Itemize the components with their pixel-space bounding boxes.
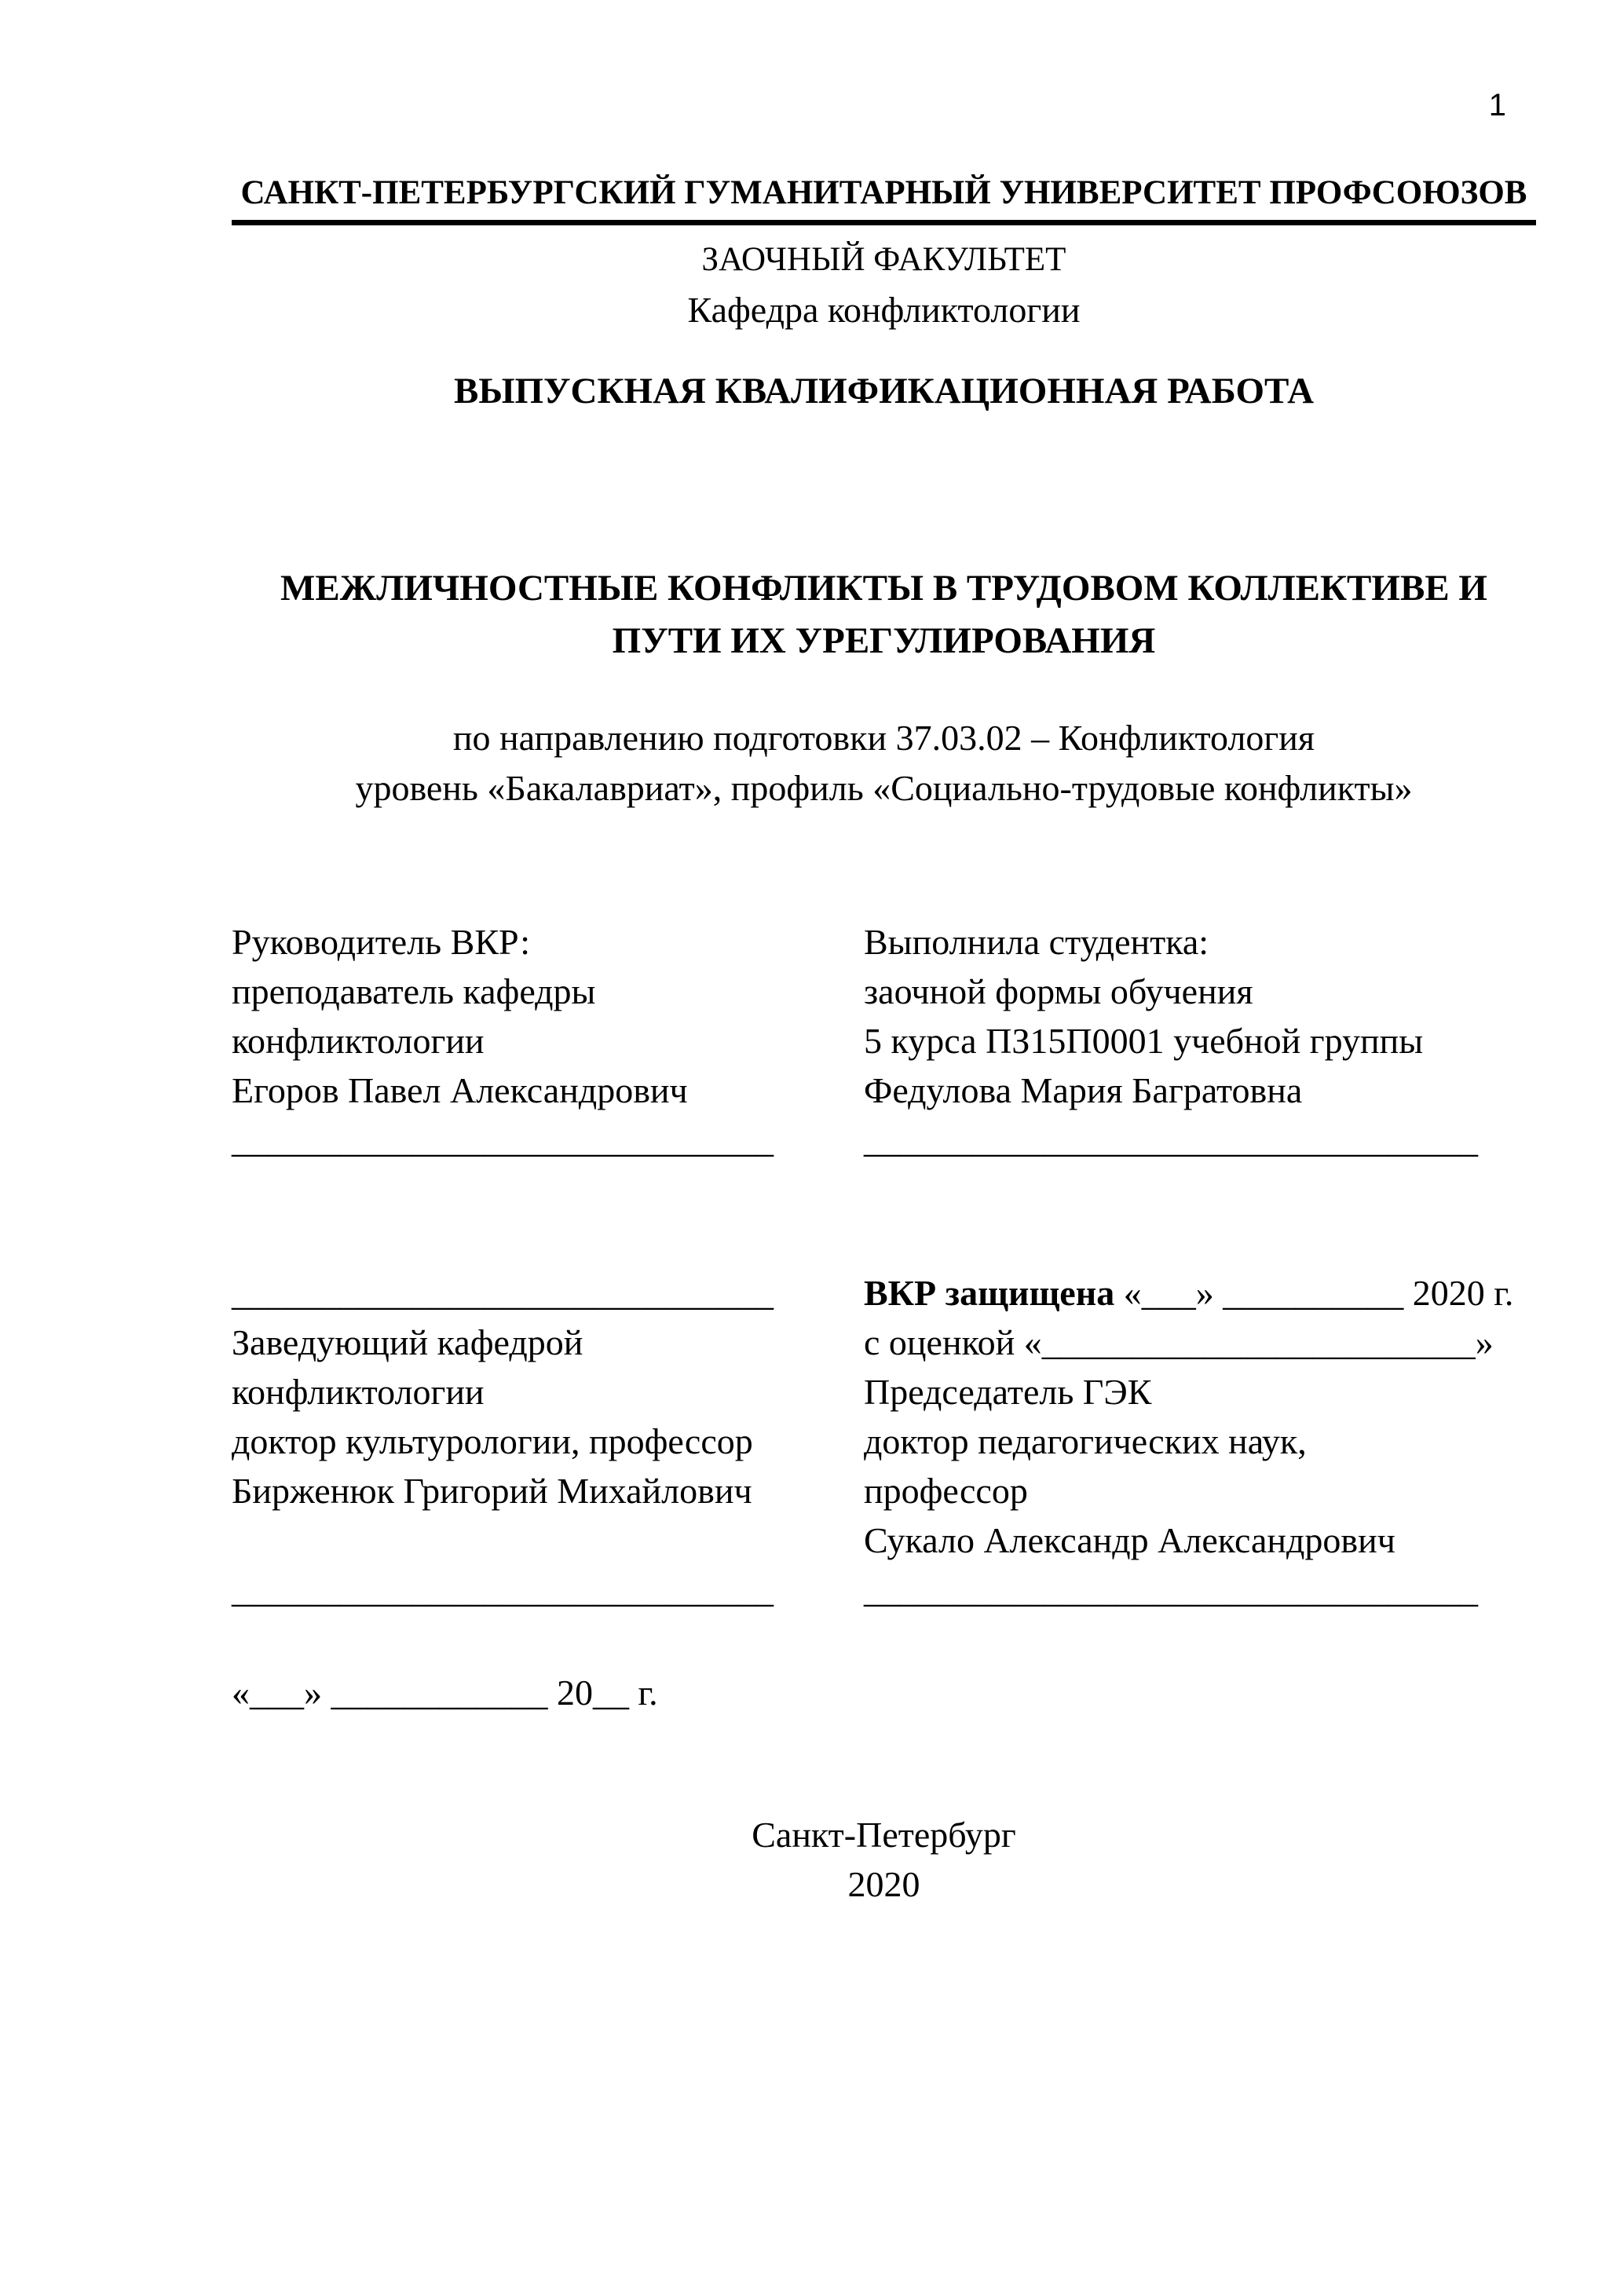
- program-block: [232, 713, 1536, 813]
- gek-chair-rank: профессор: [864, 1471, 1028, 1511]
- defense-label-bold: ВКР защищена: [864, 1273, 1115, 1313]
- gek-chair-label: Председатель ГЭК: [864, 1372, 1152, 1412]
- faculty-name: ЗАОЧНЫЙ ФАКУЛЬТЕТ: [701, 241, 1066, 278]
- approval-defense-block: [232, 1268, 1536, 1614]
- thesis-title-line-2: ПУТИ ИХ УРЕГУЛИРОВАНИЯ: [612, 620, 1156, 661]
- footer-year: 2020: [847, 1864, 920, 1904]
- department-head-spacer-row: [232, 1515, 864, 1565]
- department-head-title-line-1: Заведующий кафедрой: [232, 1322, 583, 1362]
- student-signature-line: __________________________________: [864, 1120, 1478, 1160]
- header-rule: [232, 220, 1536, 225]
- gek-chair-signature-line: __________________________________: [864, 1570, 1478, 1610]
- department-head-degree: доктор культурологии, профессор: [232, 1421, 753, 1461]
- supervisor-position-line-1: преподаватель кафедры: [232, 971, 596, 1011]
- level-profile-line: уровень «Бакалавриат», профиль «Социально-трудовые конфликты»: [355, 768, 1413, 808]
- department-head-name: Бирженюк Григорий Михайлович: [232, 1471, 752, 1511]
- work-type-heading: ВЫПУСКНАЯ КВАЛИФИКАЦИОННАЯ РАБОТА: [453, 371, 1315, 411]
- department-head-title-line-2: конфликтологии: [232, 1372, 485, 1412]
- department-head-signature-line-top: ______________________________: [232, 1273, 774, 1313]
- supervisor-signature-line: ______________________________: [232, 1120, 774, 1160]
- document-header: [232, 173, 1536, 331]
- defense-date-blanks: «___» __________ 2020 г.: [1114, 1273, 1514, 1313]
- footer-city: Санкт-Петербург: [752, 1815, 1016, 1855]
- supervisor-position-line-2: конфликтологии: [232, 1021, 485, 1061]
- footer-block: [232, 1810, 1536, 1909]
- program-line: по направлению подготовки 37.03.02 – Конфликтология: [452, 718, 1315, 758]
- thesis-title-line-1: МЕЖЛИЧНОСТНЫЕ КОНФЛИКТЫ В ТРУДОВОМ КОЛЛЕКТИВЕ И: [280, 568, 1487, 609]
- approval-date-line: «___» ____________ 20__ г.: [232, 1673, 658, 1713]
- student-name: Федулова Мария Багратовна: [864, 1070, 1303, 1110]
- university-name: САНКТ-ПЕТЕРБУРГСКИЙ ГУМАНИТАРНЫЙ УНИВЕРСИТЕТ ПРОФСОЮЗОВ: [240, 174, 1527, 211]
- supervisor-label: Руководитель ВКР:: [232, 922, 531, 962]
- department-head-signature-line-bottom: ______________________________: [232, 1570, 774, 1610]
- student-label: Выполнила студентка:: [864, 922, 1209, 962]
- defense-grade-line: с оценкой «________________________»: [864, 1322, 1494, 1362]
- student-study-form: заочной формы обучения: [864, 971, 1253, 1011]
- thesis-title: [232, 562, 1536, 667]
- supervisor-student-block: [232, 917, 1536, 1164]
- gek-chair-name: Сукало Александр Александрович: [864, 1520, 1395, 1560]
- department-head-column: [232, 1268, 864, 1614]
- page-number: 1: [1488, 88, 1506, 122]
- defense-column: [864, 1268, 1536, 1614]
- supervisor-name: Егоров Павел Александрович: [232, 1070, 688, 1110]
- gek-chair-degree: доктор педагогических наук,: [864, 1421, 1307, 1461]
- department-name: Кафедра конфликтологии: [687, 290, 1081, 330]
- defense-date-line: [864, 1268, 1536, 1318]
- student-column: [864, 917, 1536, 1164]
- student-group: 5 курса ПЗ15П0001 учебной группы: [864, 1021, 1424, 1061]
- supervisor-column: [232, 917, 864, 1164]
